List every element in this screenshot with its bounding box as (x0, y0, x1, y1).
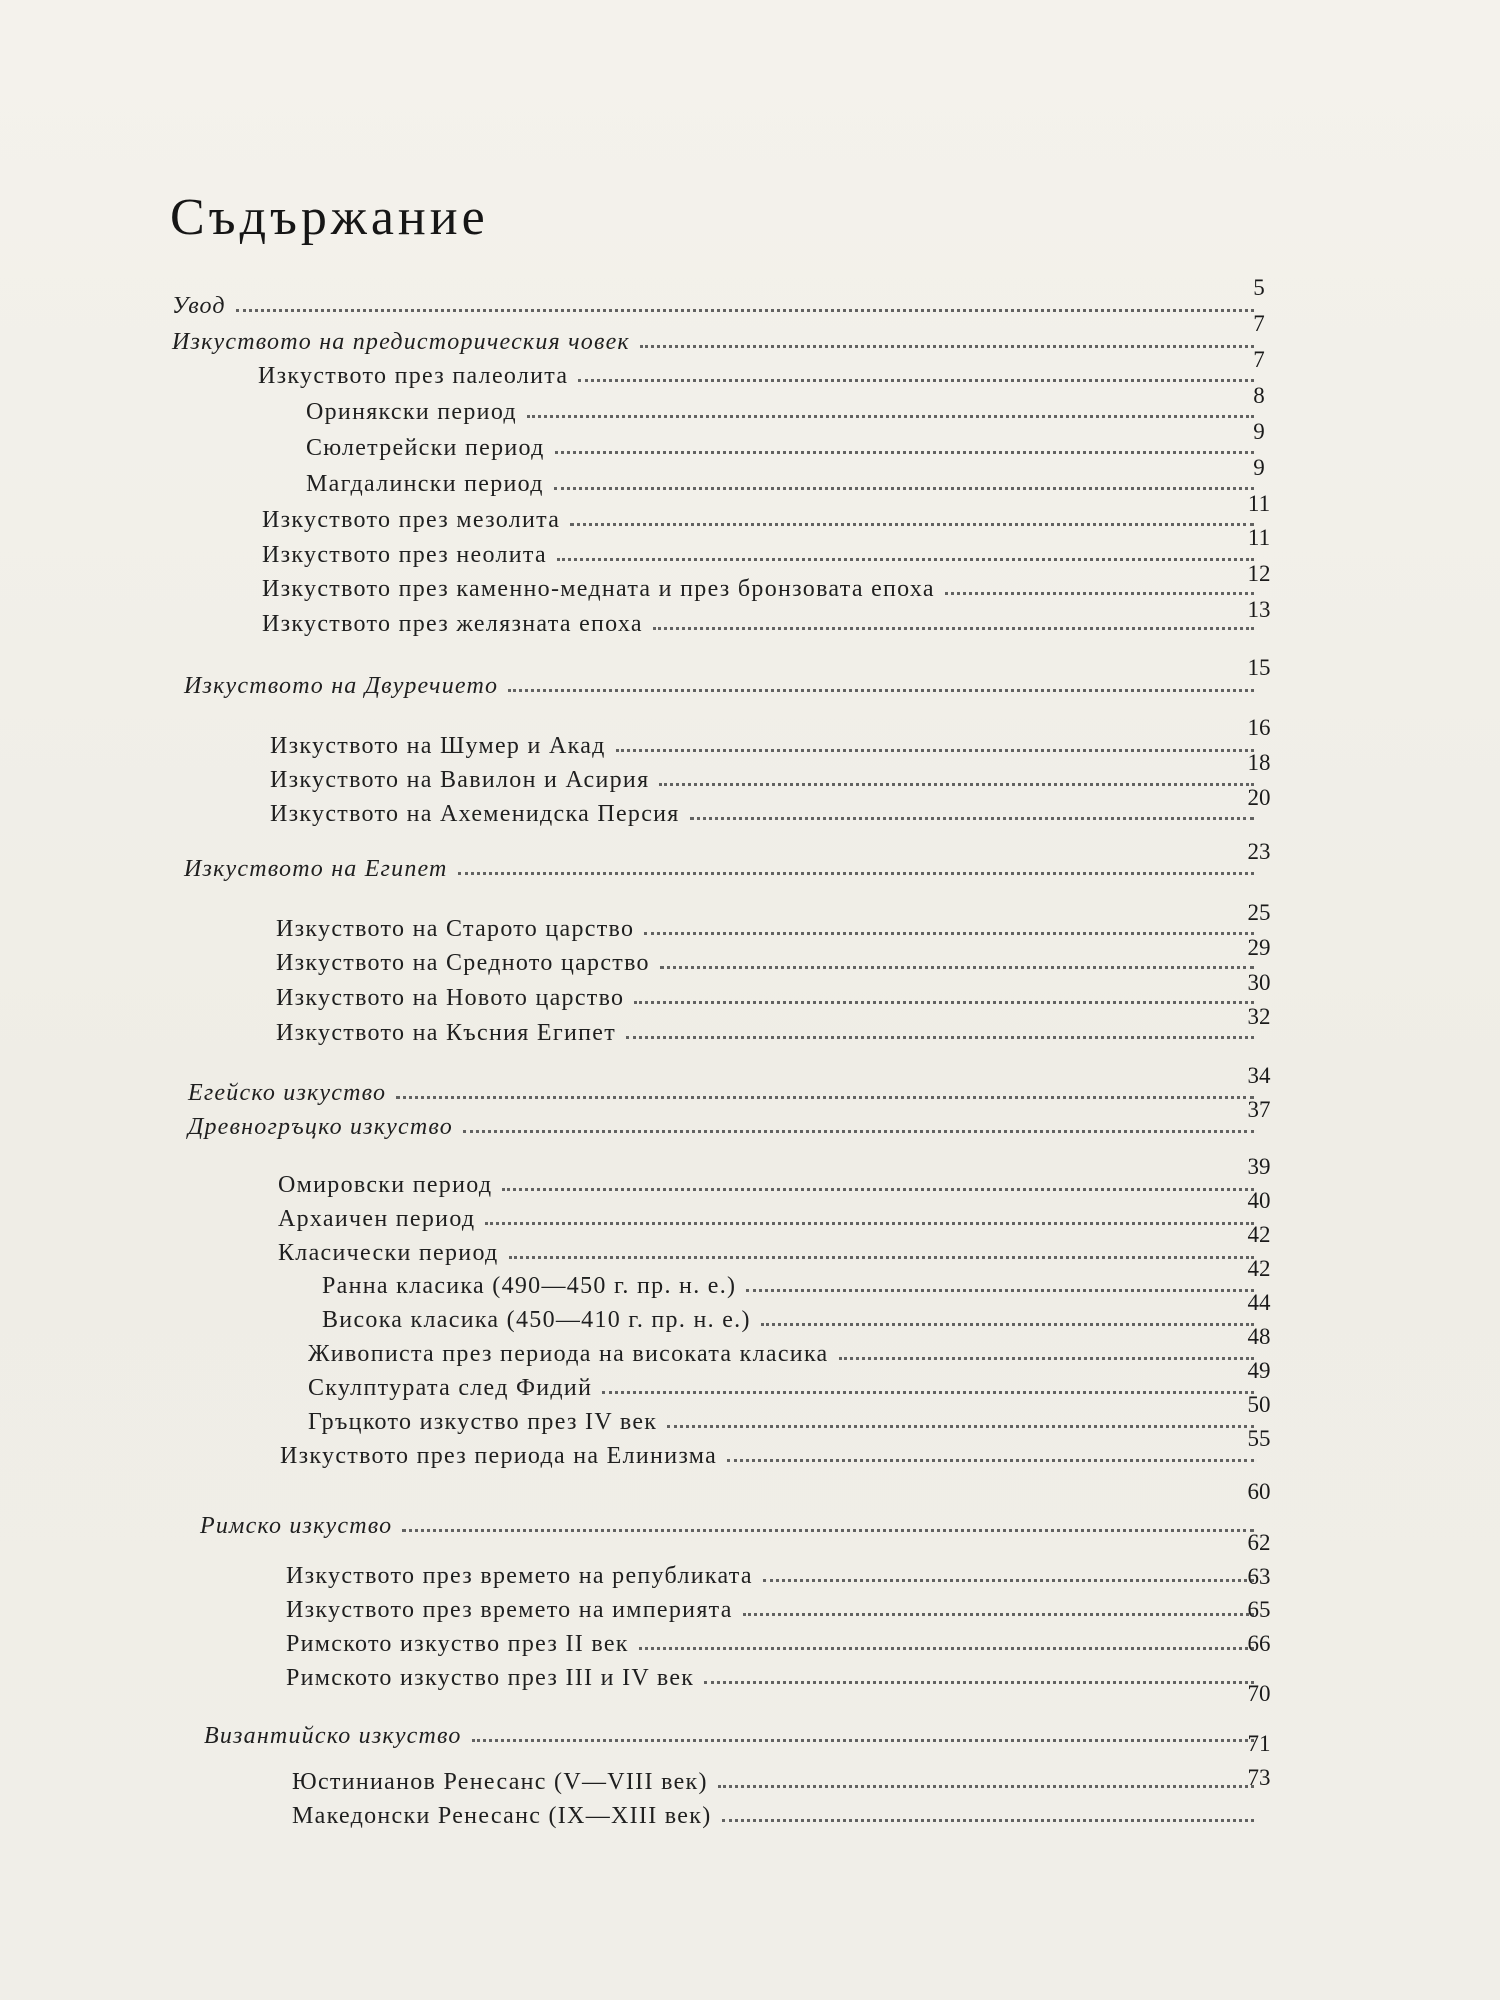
toc-entry (308, 1404, 1254, 1434)
toc-entry-title: Изкуството на Шумер и Акад (270, 733, 606, 759)
toc-entry-title: Изкуството през периода на Елинизма (280, 1443, 718, 1469)
toc-entry-title: Изкуството на Египет (184, 856, 448, 882)
toc-entry (258, 358, 1254, 388)
toc-page-number: 66 (1247, 1631, 1271, 1656)
dot-leader (502, 1188, 1254, 1191)
toc-page-number: 42 (1247, 1256, 1271, 1281)
toc-entry-title: Изкуството на Новото царство (276, 985, 625, 1011)
toc-entry-title: Изкуството на Късния Египет (276, 1020, 617, 1046)
toc-entry (306, 466, 1254, 496)
toc-entry-title: Древногръцко изкуство (188, 1114, 453, 1140)
toc-entry-title: Изкуството на Старото царство (276, 916, 635, 942)
toc-entry-title: Увод (172, 293, 226, 319)
dot-leader (508, 689, 1254, 692)
toc-entry (292, 1764, 1254, 1794)
toc-page-number: 29 (1247, 935, 1271, 960)
toc-page-number: 39 (1247, 1154, 1271, 1179)
toc-page-number: 7 (1253, 311, 1265, 336)
dot-leader (463, 1130, 1254, 1133)
toc-entry-title: Омировски период (278, 1172, 493, 1198)
dot-leader (236, 309, 1254, 312)
toc-entry (270, 796, 1254, 826)
dot-leader (659, 783, 1254, 786)
dot-leader (763, 1579, 1254, 1582)
dot-leader (722, 1819, 1255, 1822)
dot-leader (570, 523, 1254, 526)
dot-leader (644, 932, 1254, 935)
toc-entry-title: Македонски Ренесанс (IX—XIII век) (292, 1803, 712, 1829)
toc-entry-title: Изкуството през времето на империята (286, 1597, 733, 1623)
dot-leader (402, 1529, 1254, 1532)
toc-page-number: 34 (1247, 1063, 1271, 1088)
toc-page-number: 11 (1247, 491, 1271, 516)
dot-leader (396, 1096, 1254, 1099)
dot-leader (667, 1425, 1254, 1428)
toc-page-number: 9 (1253, 419, 1265, 444)
toc-entry (322, 1268, 1254, 1298)
dot-leader (640, 345, 1254, 348)
toc-page-number: 23 (1247, 839, 1271, 864)
toc-entry (280, 1438, 1254, 1468)
toc-entry (322, 1302, 1254, 1332)
toc-entry-title: Скулптурата след Фидий (308, 1375, 593, 1401)
dot-leader (458, 872, 1254, 875)
toc-entry-title: Оринякски период (306, 399, 517, 425)
toc-entry (276, 911, 1254, 941)
toc-page-number: 5 (1253, 275, 1265, 300)
toc-page-number: 73 (1247, 1765, 1271, 1790)
toc-entry (286, 1626, 1254, 1656)
toc-page-number: 9 (1253, 455, 1265, 480)
toc-entry (184, 851, 1254, 881)
toc-entry (278, 1235, 1254, 1265)
toc-entry (188, 1075, 1254, 1105)
dot-leader (653, 627, 1254, 630)
toc-entry (270, 728, 1254, 758)
dot-leader (639, 1647, 1254, 1650)
dot-leader (616, 749, 1254, 752)
dot-leader (472, 1739, 1254, 1742)
toc-page-number: 12 (1247, 561, 1271, 586)
dot-leader (839, 1357, 1255, 1360)
dot-leader (509, 1256, 1254, 1259)
toc-entry (278, 1201, 1254, 1231)
toc-page-number: 71 (1247, 1731, 1271, 1756)
toc-entry-title: Сюлетрейски период (306, 435, 545, 461)
dot-leader (718, 1785, 1254, 1788)
toc-entry-title: Византийско изкуство (204, 1723, 462, 1749)
toc-entry-title: Изкуството през времето на републиката (286, 1563, 753, 1589)
toc-entry-title: Ранна класика (490—450 г. пр. н. е.) (322, 1273, 737, 1299)
dot-leader (690, 817, 1254, 820)
toc-entry-title: Римското изкуство през II век (286, 1631, 629, 1657)
toc-entry-title: Изкуството през палеолита (258, 363, 569, 389)
toc-entry (286, 1660, 1254, 1690)
toc-page-number: 15 (1247, 655, 1271, 680)
toc-page-number: 63 (1247, 1564, 1271, 1589)
toc-entry-title: Изкуството през неолита (262, 542, 547, 568)
toc-entry (204, 1718, 1254, 1748)
dot-leader (660, 966, 1254, 969)
toc-entry-title: Изкуството на предисторическия човек (172, 329, 630, 355)
toc-entry (308, 1336, 1254, 1366)
toc-page-number: 30 (1247, 970, 1271, 995)
toc-page-number: 49 (1247, 1358, 1271, 1383)
dot-leader (743, 1613, 1254, 1616)
toc-entry-title: Изкуството на Двуречието (184, 673, 499, 699)
toc-page-number: 50 (1247, 1392, 1271, 1417)
toc-entry (306, 430, 1254, 460)
dot-leader (746, 1289, 1254, 1292)
toc-entry (276, 945, 1254, 975)
toc-entry (286, 1558, 1254, 1588)
toc-entry (276, 1015, 1254, 1045)
toc-entry (188, 1109, 1254, 1139)
toc-entry-title: Юстинианов Ренесанс (V—VIII век) (292, 1769, 708, 1795)
toc-entry (270, 762, 1254, 792)
toc-entry-title: Изкуството на Вавилон и Асирия (270, 767, 650, 793)
toc-entry (172, 324, 1254, 354)
dot-leader (527, 415, 1254, 418)
toc-entry-title: Римско изкуство (200, 1513, 393, 1539)
toc-page-number: 32 (1247, 1004, 1271, 1029)
toc-entry-title: Висока класика (450—410 г. пр. н. е.) (322, 1307, 751, 1333)
toc-entry-title: Римското изкуство през III и IV век (286, 1665, 695, 1691)
toc-page-number: 60 (1247, 1479, 1271, 1504)
toc-entry-title: Егейско изкуство (188, 1080, 387, 1106)
toc-page-number: 25 (1247, 900, 1271, 925)
toc-page-number: 18 (1247, 750, 1271, 775)
dot-leader (727, 1459, 1254, 1462)
dot-leader (945, 592, 1254, 595)
toc-entry (262, 606, 1254, 636)
toc-page-number: 42 (1247, 1222, 1271, 1247)
toc-page-number: 44 (1247, 1290, 1271, 1315)
toc-entry (262, 537, 1254, 567)
toc-page-number: 8 (1253, 383, 1265, 408)
toc-page-number: 37 (1247, 1097, 1271, 1122)
dot-leader (634, 1001, 1254, 1004)
dot-leader (704, 1681, 1254, 1684)
toc-page-number: 16 (1247, 715, 1271, 740)
toc-page-number: 13 (1247, 597, 1271, 622)
dot-leader (554, 487, 1254, 490)
toc-entry (276, 980, 1254, 1010)
toc-entry-title: Живописта през периода на високата класика (308, 1341, 829, 1367)
toc-entry-title: Гръцкото изкуство през IV век (308, 1409, 658, 1435)
toc-entry (308, 1370, 1254, 1400)
dot-leader (602, 1391, 1254, 1394)
toc-page-number: 40 (1247, 1188, 1271, 1213)
toc-entry (306, 394, 1254, 424)
toc-page-number: 20 (1247, 785, 1271, 810)
dot-leader (485, 1222, 1254, 1225)
toc-entry (292, 1798, 1254, 1828)
toc-entry-title: Изкуството през каменно-медната и през бронзовата епоха (262, 576, 935, 602)
toc-entry (286, 1592, 1254, 1622)
toc-entry-title: Архаичен период (278, 1206, 476, 1232)
toc-entry (184, 668, 1254, 698)
toc-entry-title: Изкуството на Ахеменидска Персия (270, 801, 680, 827)
dot-leader (626, 1036, 1254, 1039)
toc-entry-title: Класически период (278, 1240, 499, 1266)
page-title: Съдържание (170, 189, 489, 246)
toc-entry (278, 1167, 1254, 1197)
toc-entry (200, 1508, 1254, 1538)
toc-page-number: 11 (1247, 525, 1271, 550)
toc-page-number: 70 (1247, 1681, 1271, 1706)
dot-leader (578, 379, 1254, 382)
dot-leader (555, 451, 1254, 454)
dot-leader (557, 558, 1254, 561)
toc-entry-title: Изкуството на Средното царство (276, 950, 650, 976)
toc-page-number: 48 (1247, 1324, 1271, 1349)
toc-entry (262, 571, 1254, 601)
toc-page-number: 55 (1247, 1426, 1271, 1451)
toc-entry (262, 502, 1254, 532)
toc-entry-title: Магдалински период (306, 471, 544, 497)
toc-entry-title: Изкуството през желязната епоха (262, 611, 643, 637)
toc-page-number: 62 (1247, 1530, 1271, 1555)
toc-entry (172, 288, 1254, 318)
toc-page-number: 7 (1253, 347, 1265, 372)
dot-leader (761, 1323, 1254, 1326)
toc-entry-title: Изкуството през мезолита (262, 507, 561, 533)
toc-page-number: 65 (1247, 1597, 1271, 1622)
